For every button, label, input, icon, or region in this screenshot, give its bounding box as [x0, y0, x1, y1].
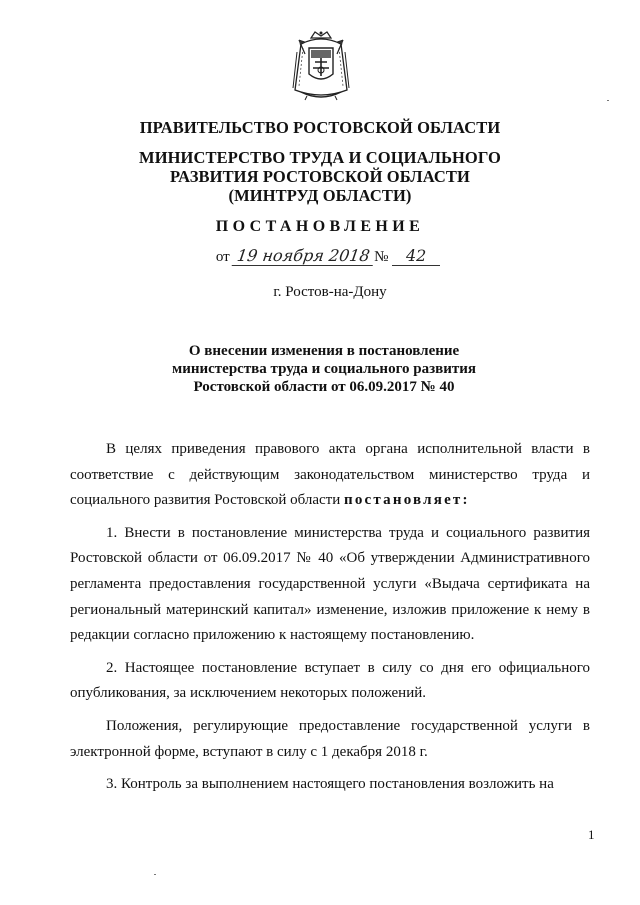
page-number: 1 — [588, 827, 595, 842]
coat-of-arms-icon — [291, 30, 351, 104]
ministry-line-1: МИНИСТЕРСТВО ТРУДА И СОЦИАЛЬНОГО — [139, 148, 501, 167]
handwritten-date: 19 ноября 2018 — [232, 247, 375, 266]
title-line-3: Ростовской области от 06.09.2017 № 40 — [193, 379, 455, 395]
decree-word: постановляет: — [344, 492, 470, 509]
intro-paragraph — [70, 437, 590, 514]
date-line — [8, 247, 640, 266]
scan-speck — [154, 874, 156, 875]
handwritten-number: 42 — [392, 247, 440, 266]
ministry-line-3: (МИНТРУД ОБЛАСТИ) — [228, 186, 412, 205]
government-name: ПРАВИТЕЛЬСТВО РОСТОВСКОЙ ОБЛАСТИ — [139, 118, 501, 137]
number-sign: № — [374, 249, 389, 265]
title-line-2: министерства труда и социального развития — [171, 361, 477, 377]
item-2-continued: Положения, регулирующие предоставление государственной услуги в электронной форме, вступают в силу с 1 декабря 2018 г. — [70, 717, 590, 760]
body-text — [70, 437, 590, 798]
date-prefix: от — [215, 249, 230, 265]
ministry-line-2: РАЗВИТИЯ РОСТОВСКОЙ ОБЛАСТИ — [170, 167, 470, 186]
item-1: 1. Внести в постановление министерства труда и социального развития Ростовской области от 06.09.2017 № 40 «Об утверждении Административного регламента предоставления государственной услуги «Выдача сертификата на региональный материнский капитал» изменение, изложив приложение к нему в редакции согласно приложению к настоящему постановлению. — [70, 524, 590, 644]
city: г. Ростов-на-Дону — [273, 284, 387, 300]
item-2: 2. Настоящее постановление вступает в силу со дня его официального опубликования, за исключением некоторых положений. — [70, 659, 590, 702]
document-type: ПОСТАНОВЛЕНИЕ — [215, 218, 425, 235]
item-3: 3. Контроль за выполнением настоящего постановления возложить на — [106, 776, 554, 793]
scan-speck — [607, 100, 609, 101]
intro-text: В целях приведения правового акта органа исполнительной власти в соответствие с действующим законодательством министерство труда и социального развития Ростовской области — [70, 441, 590, 509]
title-line-1: О внесении изменения в постановление — [188, 343, 460, 359]
